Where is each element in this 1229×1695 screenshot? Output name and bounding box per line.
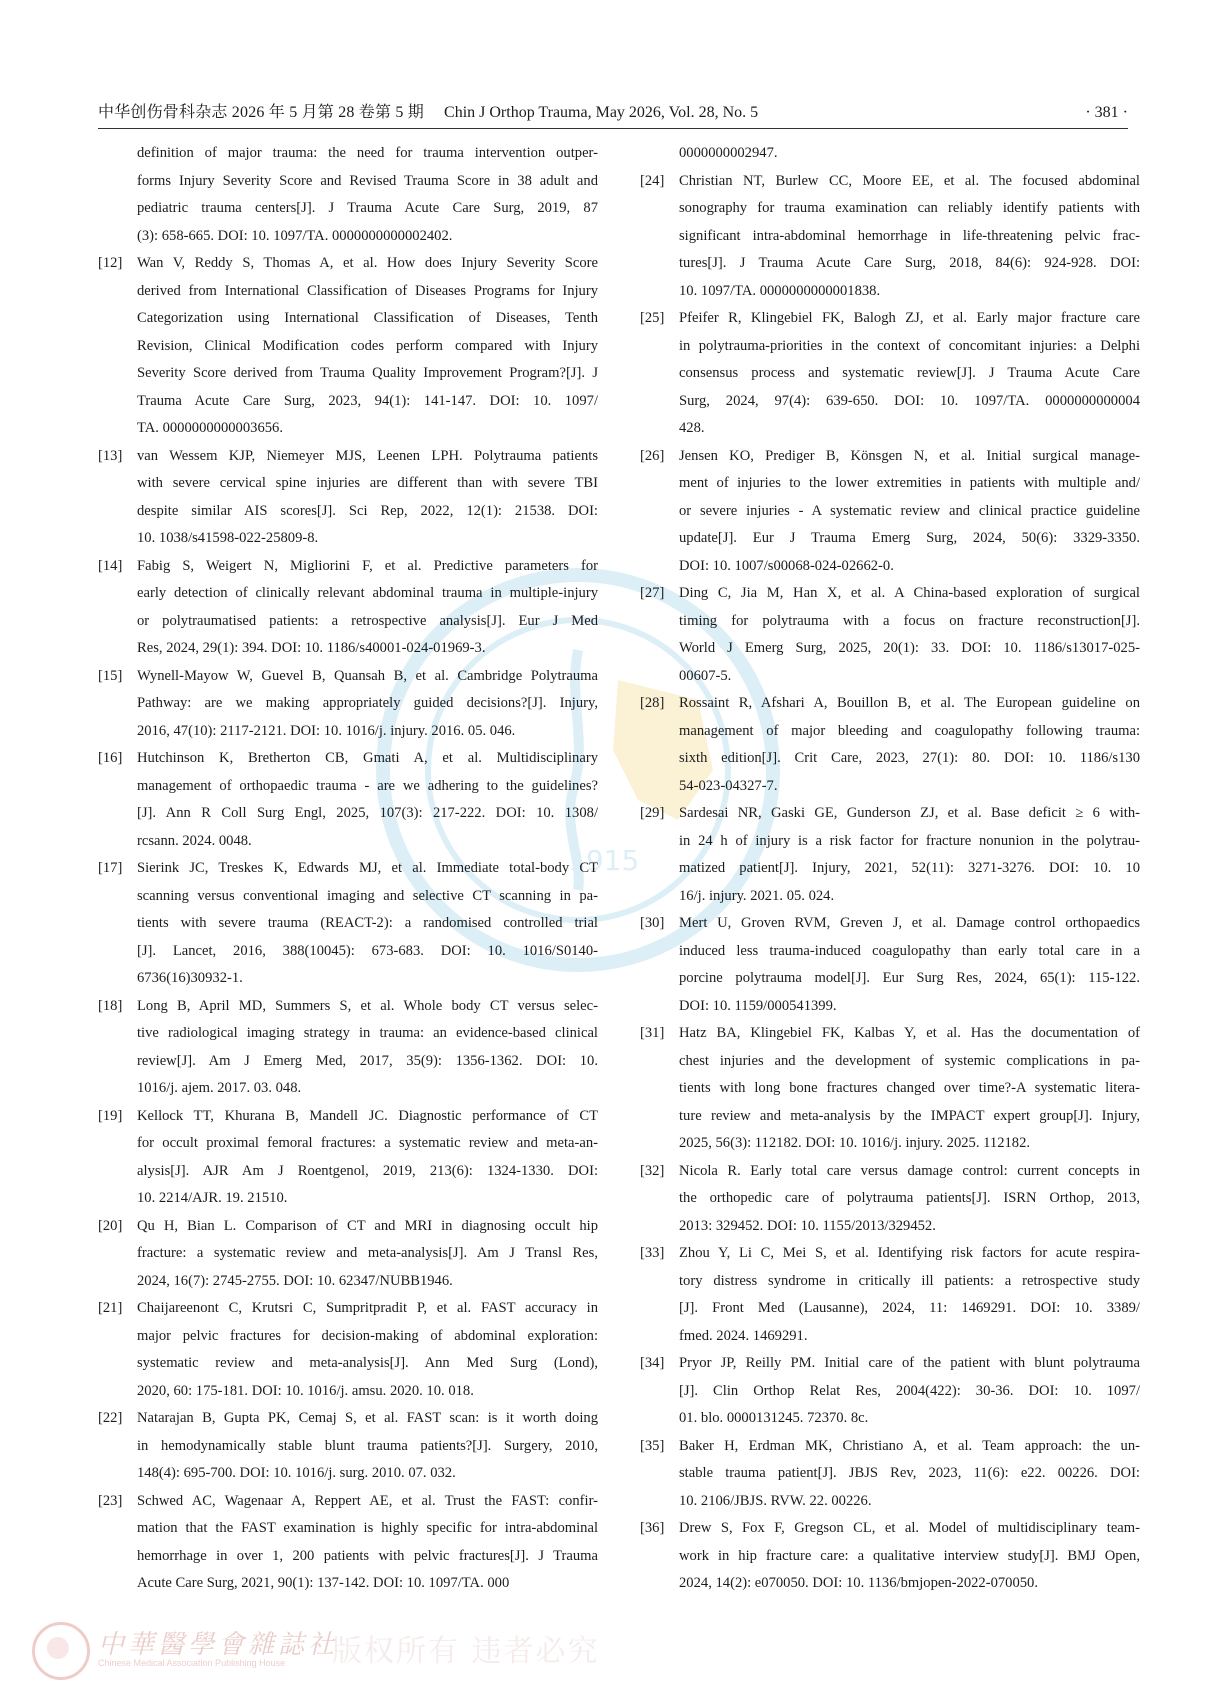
reference-line: World J Emerg Surg, 2025, 20(1): 33. DOI: 10. 1186/s13017-025-: [679, 640, 1140, 656]
reference-entry: [98, 1405, 598, 1488]
reference-entry: [98, 745, 598, 855]
reference-number: [33]: [640, 1245, 665, 1261]
reference-number: [25]: [640, 310, 665, 326]
reference-line: fmed. 2024. 1469291.: [679, 1327, 808, 1344]
reference-line: van Wessem KJP, Niemeyer MJS, Leenen LPH. Polytrauma patients: [137, 447, 598, 464]
reference-line: 2025, 56(3): 112182. DOI: 10. 1016/j. injury. 2025. 112182.: [679, 1135, 1031, 1151]
reference-number: [31]: [640, 1025, 665, 1041]
reference-line: Chaijareenont C, Krutsri C, Sumpritpradit P, et al. FAST accuracy in: [137, 1300, 598, 1316]
reference-line: pediatric trauma centers[J]. J Trauma Acute Care Surg, 2019, 87: [137, 200, 598, 216]
reference-entry: [98, 993, 598, 1103]
reference-number: [15]: [98, 667, 123, 684]
reference-line: review[J]. Am J Emerg Med, 2017, 35(9): 1356-1362. DOI: 10.: [137, 1052, 598, 1069]
reference-number: [24]: [640, 172, 665, 189]
reference-line: Nicola R. Early total care versus damage control: current concepts in: [679, 1162, 1140, 1179]
reference-line: 10. 2214/AJR. 19. 21510.: [137, 1190, 288, 1206]
reference-line: management of orthopaedic trauma - are we adhering to the guidelines?: [137, 777, 598, 794]
reference-line: chest injuries and the development of systemic complications in pa-: [679, 1052, 1140, 1069]
reference-number: [22]: [98, 1410, 123, 1426]
reference-number: [14]: [98, 557, 123, 574]
publisher-footer-logo: [32, 1620, 600, 1680]
reference-line: in polytrauma-priorities in the context of concomitant injuries: a Delphi: [679, 337, 1140, 354]
reference-line: DOI: 10. 1159/000541399.: [679, 997, 837, 1014]
reference-entry: [640, 1515, 1140, 1598]
reference-line: matized patient[J]. Injury, 2021, 52(11): 3271-3276. DOI: 10. 10: [679, 860, 1140, 876]
reference-line: derived from International Classification of Diseases Programs for Injury: [137, 282, 598, 299]
reference-entry: [98, 1213, 598, 1296]
reference-entry: [98, 855, 598, 993]
reference-number: [13]: [98, 447, 123, 464]
publisher-name-en: Chinese Medical Association Publishing House: [98, 1658, 286, 1668]
reference-entry: [640, 1020, 1140, 1158]
reference-line: definition of major trauma: the need for trauma intervention outper-: [137, 145, 598, 161]
reference-entry: [98, 1488, 598, 1598]
reference-line: mation that the FAST examination is highly specific for intra-abdominal: [137, 1520, 598, 1536]
reference-line: porcine polytrauma model[J]. Eur Surg Res, 2024, 65(1): 115-122.: [679, 970, 1140, 986]
reference-number: [35]: [640, 1437, 665, 1454]
reference-number: [21]: [98, 1300, 123, 1316]
reference-line: sixth edition[J]. Crit Care, 2023, 27(1): 80. DOI: 10. 1186/s130: [679, 750, 1140, 766]
reference-line: Pathway: are we making appropriately guided decisions?[J]. Injury,: [137, 695, 598, 711]
reference-entry: [640, 800, 1140, 910]
reference-line: Long B, April MD, Summers S, et al. Whole body CT versus selec-: [137, 997, 598, 1014]
journal-title-en: Chin J Orthop Trauma, May 2026, Vol. 28, No. 5: [444, 104, 759, 121]
reference-line: Qu H, Bian L. Comparison of CT and MRI in diagnosing occult hip: [137, 1217, 598, 1234]
reference-line: significant intra-abdominal hemorrhage in life-threatening pelvic frac-: [679, 227, 1140, 244]
watermark-year: 1915: [568, 844, 640, 877]
reference-line: Hutchinson K, Bretherton CB, Gmati A, et al. Multidisciplinary: [137, 750, 598, 766]
reference-number: [30]: [640, 915, 665, 931]
reference-line: Ding C, Jia M, Han X, et al. A China-based exploration of surgical: [679, 585, 1140, 601]
reference-line: despite similar AIS scores[J]. Sci Rep, 2022, 12(1): 21538. DOI:: [137, 502, 598, 519]
reference-line: Revision, Clinical Modification codes perform compared with Injury: [137, 337, 598, 354]
reference-line: Categorization using International Classification of Diseases, Tenth: [137, 310, 598, 326]
reference-line: 0000000002947.: [679, 145, 778, 161]
reference-entry: [640, 580, 1140, 690]
references-left-column: [98, 140, 598, 1598]
reference-line: tients with long bone fractures changed over time?-A systematic litera-: [679, 1080, 1140, 1096]
reference-number: [16]: [98, 750, 123, 766]
reference-line: forms Injury Severity Score and Revised Trauma Score in 38 adult and: [137, 172, 598, 189]
reference-line: 01. blo. 0000131245. 72370. 8c.: [679, 1410, 869, 1426]
reference-line: early detection of clinically relevant abdominal trauma in multiple-injury: [137, 585, 598, 601]
copyright-stamp: 版权所有 违者必究: [332, 1634, 600, 1669]
reference-line: 10. 1038/s41598-022-25809-8.: [137, 530, 319, 546]
reference-number: [26]: [640, 447, 665, 464]
reference-entry: [640, 1433, 1140, 1516]
reference-line: 16/j. injury. 2021. 05. 024.: [679, 887, 835, 904]
reference-line: Rossaint R, Afshari A, Bouillon B, et al. The European guideline on: [679, 695, 1140, 711]
reference-line: update[J]. Eur J Trauma Emerg Surg, 2024, 50(6): 3329-3350.: [679, 530, 1140, 546]
reference-line: stable trauma patient[J]. JBJS Rev, 2023, 11(6): e22. 00226. DOI:: [679, 1465, 1140, 1481]
reference-number: [29]: [640, 805, 665, 821]
reference-number: [18]: [98, 997, 123, 1014]
reference-line: [J]. Clin Orthop Relat Res, 2004(422): 30-36. DOI: 10. 1097/: [679, 1382, 1140, 1399]
reference-line: (3): 658-665. DOI: 10. 1097/TA. 0000000000002402.: [137, 227, 453, 244]
publisher-seal-icon: [32, 1622, 90, 1680]
reference-line: work in hip fracture care: a qualitative interview study[J]. BMJ Open,: [679, 1547, 1140, 1564]
reference-line: Kellock TT, Khurana B, Mandell JC. Diagnostic performance of CT: [137, 1107, 598, 1124]
reference-entry: [98, 1295, 598, 1405]
reference-line: Wan V, Reddy S, Thomas A, et al. How does Injury Severity Score: [137, 255, 598, 271]
reference-line: Acute Care Surg, 2021, 90(1): 137-142. DOI: 10. 1097/TA. 000: [137, 1575, 510, 1591]
reference-continuation: [640, 140, 1140, 168]
reference-number: [19]: [98, 1107, 123, 1124]
reference-line: management of major bleeding and coagulopathy following trauma:: [679, 722, 1140, 739]
reference-line: or polytraumatised patients: a retrospective analysis[J]. Eur J Med: [137, 612, 598, 629]
reference-entry: [640, 168, 1140, 306]
reference-number: [17]: [98, 860, 123, 876]
header-rule: [98, 128, 1128, 129]
references-right-column: [640, 140, 1140, 1598]
reference-entry: [640, 1240, 1140, 1350]
reference-line: Sierink JC, Treskes K, Edwards MJ, et al. Immediate total-body CT: [137, 860, 598, 876]
reference-line: 2024, 16(7): 2745-2755. DOI: 10. 62347/NUBB1946.: [137, 1272, 453, 1289]
reference-line: Baker H, Erdman MK, Christiano A, et al. Team approach: the un-: [679, 1437, 1140, 1454]
reference-line: consensus process and systematic review[J]. J Trauma Acute Care: [679, 365, 1140, 381]
reference-line: Schwed AC, Wagenaar A, Reppert AE, et al. Trust the FAST: confir-: [137, 1492, 598, 1509]
reference-entry: [640, 305, 1140, 443]
reference-line: tures[J]. J Trauma Acute Care Surg, 2018, 84(6): 924-928. DOI:: [679, 255, 1140, 271]
reference-line: or severe injuries - A systematic review and clinical practice guideline: [679, 502, 1140, 519]
reference-line: Jensen KO, Prediger B, Könsgen N, et al. Initial surgical manage-: [679, 447, 1140, 464]
reference-line: 148(4): 695-700. DOI: 10. 1016/j. surg. 2010. 07. 032.: [137, 1465, 456, 1481]
running-header-left: [98, 100, 758, 126]
reference-entry: [640, 1158, 1140, 1241]
reference-line: 6736(16)30932-1.: [137, 970, 243, 986]
reference-line: Severity Score derived from Trauma Quality Improvement Program?[J]. J: [137, 365, 598, 381]
reference-entry: [98, 663, 598, 746]
reference-line: sonography for trauma examination can reliably identify patients with: [679, 200, 1140, 216]
reference-number: [34]: [640, 1355, 665, 1371]
reference-line: alysis[J]. AJR Am J Roentgenol, 2019, 213(6): 1324-1330. DOI:: [137, 1162, 598, 1179]
reference-line: [J]. Lancet, 2016, 388(10045): 673-683. DOI: 10. 1016/S0140-: [137, 942, 598, 959]
reference-number: [32]: [640, 1162, 665, 1179]
reference-line: [J]. Ann R Coll Surg Engl, 2025, 107(3): 217-222. DOI: 10. 1308/: [137, 805, 598, 821]
reference-entry: [98, 1103, 598, 1213]
reference-line: Drew S, Fox F, Gregson CL, et al. Model of multidisciplinary team-: [679, 1520, 1140, 1536]
reference-line: Mert U, Groven RVM, Greven J, et al. Damage control orthopaedics: [679, 915, 1140, 931]
reference-line: Pfeifer R, Klingebiel FK, Balogh ZJ, et al. Early major fracture care: [679, 310, 1140, 326]
reference-number: [28]: [640, 695, 665, 711]
reference-line: fracture: a systematic review and meta-analysis[J]. Am J Transl Res,: [137, 1245, 598, 1261]
reference-entry: [98, 443, 598, 553]
reference-number: [36]: [640, 1520, 665, 1536]
reference-line: tory distress syndrome in critically ill patients: a retrospective study: [679, 1272, 1140, 1289]
reference-line: Christian NT, Burlew CC, Moore EE, et al. The focused abdominal: [679, 172, 1140, 189]
reference-line: major pelvic fractures for decision-making of abdominal exploration:: [137, 1327, 598, 1344]
reference-line: Pryor JP, Reilly PM. Initial care of the patient with blunt polytrauma: [679, 1355, 1140, 1371]
reference-number: [20]: [98, 1217, 123, 1234]
reference-entry: [640, 443, 1140, 581]
reference-line: tive radiological imaging strategy in trauma: an evidence-based clinical: [137, 1025, 598, 1041]
reference-line: Sardesai NR, Gaski GE, Gunderson ZJ, et al. Base deficit ≥ 6 with-: [679, 805, 1140, 821]
reference-line: 00607-5.: [679, 667, 732, 684]
reference-line: Natarajan B, Gupta PK, Cemaj S, et al. FAST scan: is it worth doing: [137, 1410, 598, 1426]
reference-line: 10. 1097/TA. 0000000000001838.: [679, 282, 881, 299]
reference-line: hemorrhage in over 1, 200 patients with pelvic fractures[J]. J Trauma: [137, 1547, 598, 1564]
reference-line: the orthopedic care of polytrauma patients[J]. ISRN Orthop, 2013,: [679, 1190, 1140, 1206]
reference-line: 54-023-04327-7.: [679, 777, 778, 794]
reference-entry: [98, 250, 598, 443]
journal-title-cn: 中华创伤骨科杂志 2026 年 5 月第 28 卷第 5 期: [98, 104, 425, 121]
reference-line: TA. 0000000000003656.: [137, 420, 283, 436]
reference-line: induced less trauma-induced coagulopathy than early total care in a: [679, 942, 1140, 959]
reference-line: DOI: 10. 1007/s00068-024-02662-0.: [679, 557, 894, 574]
reference-line: in hemodynamically stable blunt trauma patients?[J]. Surgery, 2010,: [137, 1437, 598, 1454]
reference-line: Wynell-Mayow W, Guevel B, Quansah B, et al. Cambridge Polytrauma: [137, 667, 598, 684]
reference-line: [J]. Front Med (Lausanne), 2024, 11: 1469291. DOI: 10. 3389/: [679, 1300, 1140, 1316]
reference-line: 2024, 14(2): e070050. DOI: 10. 1136/bmjopen-2022-070050.: [679, 1575, 1038, 1591]
reference-line: with severe cervical spine injuries are different than with severe TBI: [137, 475, 598, 491]
reference-line: tients with severe trauma (REACT-2): a randomised controlled trial: [137, 915, 598, 931]
reference-line: Zhou Y, Li C, Mei S, et al. Identifying risk factors for acute respira-: [679, 1245, 1140, 1261]
reference-line: for occult proximal femoral fractures: a systematic review and meta-an-: [137, 1135, 598, 1151]
reference-number: [23]: [98, 1492, 123, 1509]
reference-line: in 24 h of injury is a risk factor for fracture nonunion in the polytrau-: [679, 832, 1140, 849]
reference-line: 10. 2106/JBJS. RVW. 22. 00226.: [679, 1492, 872, 1509]
publisher-name-cn: 中華醫學會雜誌社: [98, 1630, 339, 1659]
reference-number: [12]: [98, 255, 123, 271]
reference-line: scanning versus conventional imaging and selective CT scanning in pa-: [137, 887, 598, 904]
reference-line: 2016, 47(10): 2117-2121. DOI: 10. 1016/j. injury. 2016. 05. 046.: [137, 722, 516, 739]
reference-entry: [98, 553, 598, 663]
reference-line: ture review and meta-analysis by the IMPACT expert group[J]. Injury,: [679, 1107, 1140, 1124]
reference-entry: [640, 1350, 1140, 1433]
running-header: [98, 100, 1128, 126]
reference-line: Hatz BA, Klingebiel FK, Kalbas Y, et al. Has the documentation of: [679, 1025, 1140, 1041]
page-number: · 381 ·: [1085, 104, 1128, 121]
reference-entry: [640, 690, 1140, 800]
reference-line: Surg, 2024, 97(4): 639-650. DOI: 10. 1097/TA. 0000000000004: [679, 392, 1140, 409]
reference-line: rcsann. 2024. 0048.: [137, 832, 252, 849]
reference-line: 1016/j. ajem. 2017. 03. 048.: [137, 1080, 302, 1096]
reference-line: Trauma Acute Care Surg, 2023, 94(1): 141-147. DOI: 10. 1097/: [137, 392, 598, 409]
reference-number: [27]: [640, 585, 665, 601]
reference-line: Fabig S, Weigert N, Migliorini F, et al. Predictive parameters for: [137, 557, 598, 574]
reference-line: Res, 2024, 29(1): 394. DOI: 10. 1186/s40001-024-01969-3.: [137, 640, 486, 656]
reference-line: 428.: [679, 420, 705, 436]
reference-continuation: [98, 140, 598, 250]
reference-line: ment of injuries to the lower extremities in patients with multiple and/: [679, 475, 1140, 491]
reference-line: 2013: 329452. DOI: 10. 1155/2013/329452.: [679, 1217, 936, 1234]
reference-line: 2020, 60: 175-181. DOI: 10. 1016/j. amsu. 2020. 10. 018.: [137, 1382, 474, 1399]
reference-line: timing for polytrauma with a focus on fracture reconstruction[J].: [679, 612, 1140, 629]
reference-line: systematic review and meta-analysis[J]. Ann Med Surg (Lond),: [137, 1355, 598, 1371]
reference-entry: [640, 910, 1140, 1020]
